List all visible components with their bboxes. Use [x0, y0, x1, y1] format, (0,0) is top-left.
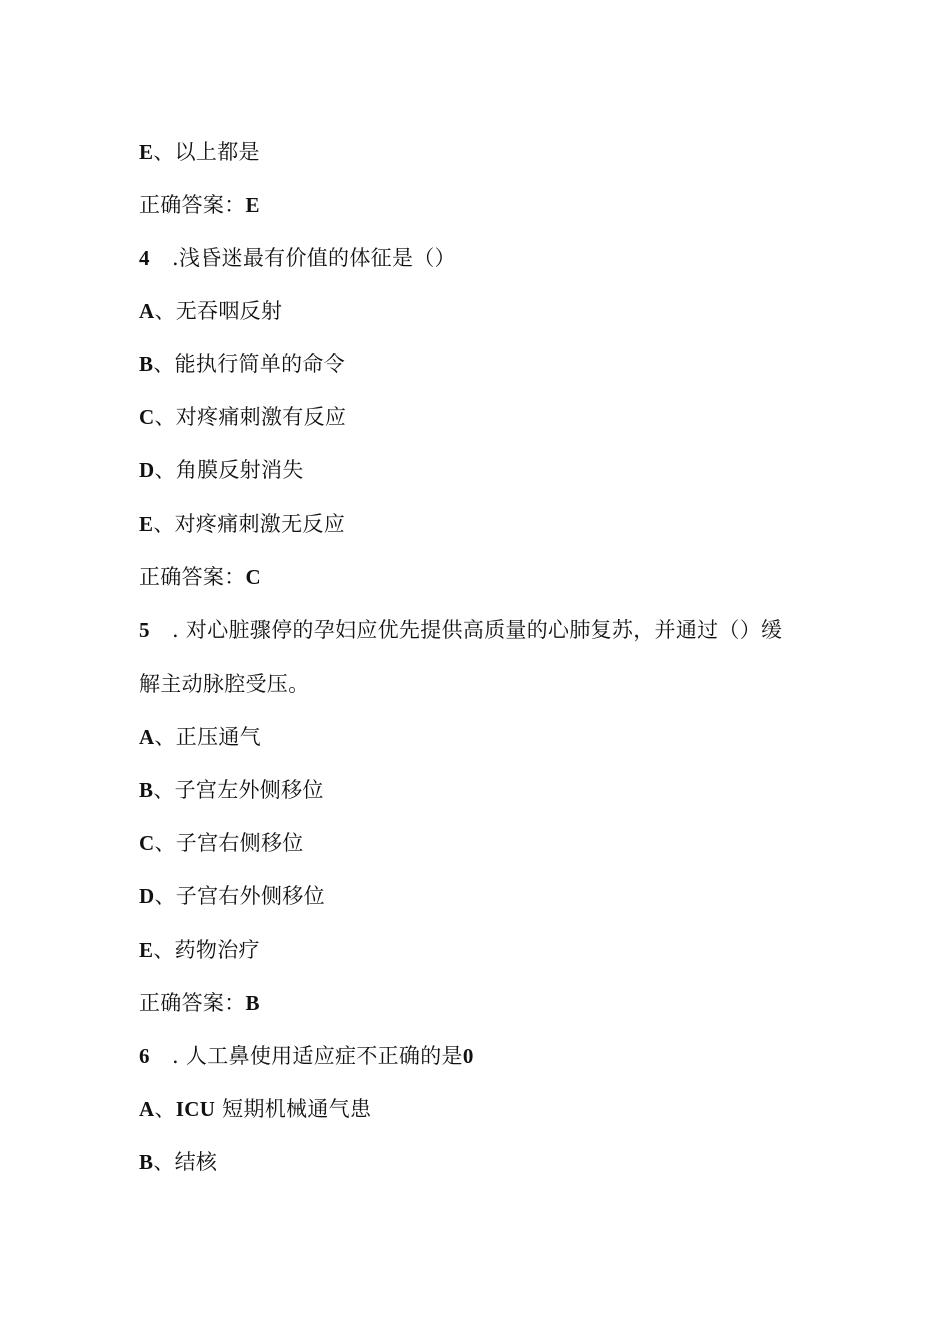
answer-value: B [245, 991, 260, 1015]
option-3e [139, 138, 260, 166]
option-6a [139, 1095, 371, 1123]
option-4b [139, 350, 345, 378]
option-letter: E [139, 512, 154, 536]
option-text: 、子宫左外侧移位 [153, 778, 324, 802]
option-5e [139, 936, 260, 964]
option-letter: A [139, 725, 155, 749]
option-text: 、正压通气 [154, 725, 261, 749]
answer-4 [139, 563, 261, 591]
option-text: 、结核 [153, 1150, 218, 1174]
option-text: 、能执行简单的命令 [153, 352, 346, 376]
option-4c [139, 403, 346, 431]
question-text: . 人工鼻使用适应症不正确的是 [165, 1044, 463, 1068]
option-4a [139, 297, 282, 325]
question-text: .浅昏迷最有价值的体征是（） [165, 246, 456, 270]
answer-value: C [245, 565, 261, 589]
option-6b [139, 1148, 217, 1176]
question-number: 5 [139, 618, 150, 642]
option-5b [139, 776, 324, 804]
option-letter: C [139, 405, 155, 429]
option-text: 、以上都是 [153, 140, 260, 164]
question-6 [139, 1042, 474, 1070]
option-letter: C [139, 831, 155, 855]
option-text: 、 [154, 1097, 176, 1121]
question-text: 解主动脉腔受压。 [139, 672, 310, 696]
option-text: 、子宫右侧移位 [154, 831, 304, 855]
option-letter: E [139, 140, 154, 164]
option-text: 、无吞咽反射 [154, 299, 283, 323]
option-text: 、对疼痛刺激无反应 [153, 512, 346, 536]
question-5-continued [139, 670, 309, 698]
answer-label: 正确答案： [139, 991, 246, 1015]
option-letter: E [139, 938, 154, 962]
option-text: 、对疼痛刺激有反应 [154, 405, 347, 429]
question-5 [139, 616, 782, 644]
option-code: ICU [175, 1097, 216, 1121]
option-5c [139, 829, 304, 857]
option-letter: B [139, 352, 154, 376]
option-4e [139, 510, 345, 538]
answer-label: 正确答案： [139, 565, 246, 589]
question-4 [139, 244, 456, 272]
answer-3 [139, 191, 260, 219]
question-number: 4 [139, 246, 150, 270]
answer-value: E [245, 193, 260, 217]
option-text: 、角膜反射消失 [154, 458, 304, 482]
question-suffix: 0 [462, 1044, 474, 1068]
question-number: 6 [139, 1044, 150, 1068]
option-letter: A [139, 299, 155, 323]
option-letter: D [139, 884, 155, 908]
option-5d [139, 882, 325, 910]
option-letter: B [139, 1150, 154, 1174]
option-text-rest: 短期机械通气患 [215, 1097, 372, 1121]
option-text: 、药物治疗 [153, 938, 260, 962]
question-text: . 对心脏骤停的孕妇应优先提供高质量的心肺复苏，并通过（）缓 [165, 618, 783, 642]
option-letter: D [139, 458, 155, 482]
answer-label: 正确答案： [139, 193, 246, 217]
option-5a [139, 723, 261, 751]
option-text: 、子宫右外侧移位 [154, 884, 325, 908]
option-letter: A [139, 1097, 155, 1121]
answer-5 [139, 989, 260, 1017]
option-letter: B [139, 778, 154, 802]
option-4d [139, 456, 304, 484]
